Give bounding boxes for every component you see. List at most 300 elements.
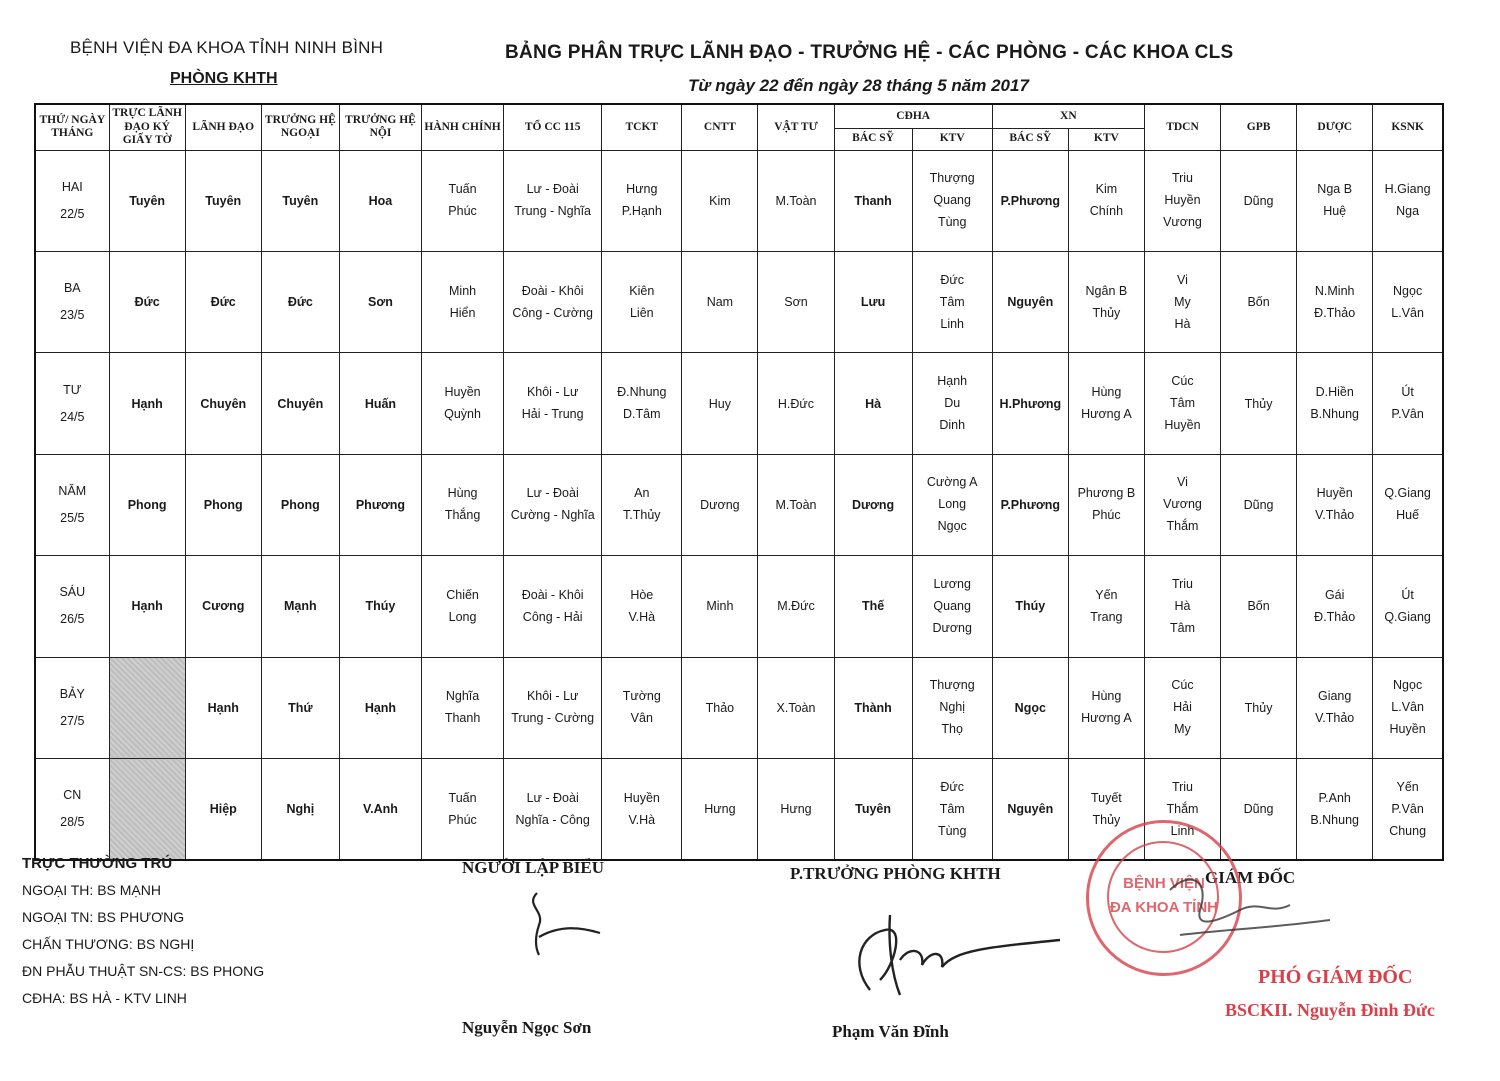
resident-line: ĐN PHẪU THUẬT SN-CS: BS PHONG <box>22 963 265 979</box>
weekday: BẢY <box>59 686 85 701</box>
name-entry: Vi <box>1177 272 1188 287</box>
cell-sign: Hạnh <box>109 353 185 454</box>
name-entry: Hùng <box>447 486 478 501</box>
cell-gpb: Thủy <box>1221 353 1297 454</box>
name-entry: Đoài - Khôi <box>521 283 584 298</box>
cell-duoc <box>1297 353 1373 454</box>
cell-cdha-ktv <box>912 353 992 454</box>
preparer-name: Nguyễn Ngọc Sơn <box>462 1018 592 1037</box>
name-entry: Quang <box>933 598 971 613</box>
name-entry: Huyền <box>623 790 660 805</box>
col-leader: LÃNH ĐẠO <box>185 104 261 150</box>
cell-tdcn <box>1144 251 1220 352</box>
cell-duoc <box>1297 759 1373 860</box>
col-cdha: CĐHA <box>834 104 992 128</box>
name-entry: Thủy <box>1092 812 1121 827</box>
preparer-label: NGƯỜI LẬP BIỂU <box>462 858 605 877</box>
cell-duoc <box>1297 150 1373 251</box>
name-entry: Vân <box>630 711 653 726</box>
name-entry: V.Hà <box>628 812 656 827</box>
col-ksnk: KSNK <box>1373 104 1443 150</box>
cell-xn-bs: Nguyên <box>992 759 1068 860</box>
name-entry: Phúc <box>448 812 477 827</box>
cell-med: Thúy <box>339 556 421 657</box>
name-entry: Long <box>448 609 477 624</box>
col-surgery-head: TRƯỞNG HỆ NGOẠI <box>261 104 339 150</box>
name-entry: Thắm <box>1166 519 1199 534</box>
name-entry: Dinh <box>939 418 966 433</box>
name-entry: Tâm <box>939 801 965 816</box>
weekday: CN <box>63 788 82 803</box>
name-entry: Chiến <box>446 587 479 602</box>
date: 25/5 <box>60 510 85 525</box>
name-entry: L.Vân <box>1391 305 1424 320</box>
name-entry: Thủy <box>1092 305 1121 320</box>
cell-supply: M.Toàn <box>758 150 834 251</box>
name-entry: N.Minh <box>1314 283 1355 298</box>
cell-surg: Tuyên <box>261 150 339 251</box>
cell-supply: M.Đức <box>758 556 834 657</box>
name-entry: My <box>1174 722 1191 737</box>
name-entry: Đoài - Khôi <box>521 587 584 602</box>
cell-cc115 <box>504 150 602 251</box>
name-entry: Hải - Trung <box>521 407 584 422</box>
name-entry: Hùng <box>1091 689 1122 704</box>
resident-duty-title: TRỰC THƯỜNG TRÚ <box>22 855 173 872</box>
cell-cdha-bs: Thành <box>834 657 912 758</box>
cell-supply: X.Toàn <box>758 657 834 758</box>
preparer-signature <box>515 885 605 965</box>
cell-med: Phương <box>339 454 421 555</box>
name-entry: P.Anh <box>1318 790 1351 805</box>
name-entry: Ngọc <box>1393 283 1423 298</box>
name-entry: Trung - Nghĩa <box>514 204 591 219</box>
cell-cntt: Huy <box>682 353 758 454</box>
cell-gpb: Dũng <box>1221 454 1297 555</box>
cell-ksnk <box>1373 657 1443 758</box>
name-entry: Q.Giang <box>1384 609 1431 624</box>
name-entry: Dương <box>932 620 972 635</box>
weekday: SÁU <box>59 585 86 600</box>
name-entry: Chung <box>1389 823 1427 838</box>
cell-gpb: Bốn <box>1221 251 1297 352</box>
cell-cdha-bs: Dương <box>834 454 912 555</box>
name-entry: Phúc <box>448 204 477 219</box>
name-entry: Tâm <box>1169 396 1195 411</box>
name-entry: Lư - Đoài <box>526 182 579 197</box>
document-subtitle: Từ ngày 22 đến ngày 28 tháng 5 năm 2017 <box>688 76 1029 95</box>
cell-ksnk <box>1373 353 1443 454</box>
cell-tdcn <box>1144 556 1220 657</box>
cell-xn-ktv <box>1068 454 1144 555</box>
cell-surg: Đức <box>261 251 339 352</box>
name-entry: Công - Hải <box>522 609 583 624</box>
name-entry: B.Nhung <box>1310 812 1359 827</box>
table-row <box>35 353 1443 454</box>
cell-tckt <box>602 556 682 657</box>
name-entry: Cường - Nghĩa <box>510 508 595 523</box>
table-row <box>35 759 1443 860</box>
name-entry: Hà <box>1174 598 1191 613</box>
cell-cdha-ktv <box>912 657 992 758</box>
name-entry: Huệ <box>1323 204 1347 219</box>
cell-xn-bs: Thúy <box>992 556 1068 657</box>
name-entry: Gái <box>1324 587 1345 602</box>
name-entry: Tâm <box>1169 620 1195 635</box>
duty-roster-table <box>34 103 1444 861</box>
name-entry: Thanh <box>444 711 481 726</box>
cell-supply: Sơn <box>758 251 834 352</box>
name-entry: D.Hiền <box>1315 385 1354 400</box>
name-entry: Huyền <box>1316 486 1353 501</box>
cell-cdha-bs: Thế <box>834 556 912 657</box>
vice-director-label: PHÓ GIÁM ĐỐC <box>1258 966 1413 988</box>
cell-gpb: Bốn <box>1221 556 1297 657</box>
department-name: PHÒNG KHTH <box>170 70 278 87</box>
name-entry: Quang <box>933 193 971 208</box>
cell-cdha-bs: Hà <box>834 353 912 454</box>
name-entry: Kiên <box>629 283 655 298</box>
cell-leader: Tuyên <box>185 150 261 251</box>
col-medicine-head: TRƯỞNG HỆ NỘI <box>339 104 421 150</box>
col-supply: VẬT TƯ <box>758 104 834 150</box>
cell-cdha-bs: Thanh <box>834 150 912 251</box>
name-entry: Hà <box>1174 316 1191 331</box>
cell-sign <box>109 657 185 758</box>
cell-gpb: Dũng <box>1221 759 1297 860</box>
cell-leader: Cương <box>185 556 261 657</box>
name-entry: Hương A <box>1081 711 1132 726</box>
date: 24/5 <box>60 409 85 424</box>
cell-tckt <box>602 454 682 555</box>
cell-cntt: Thảo <box>682 657 758 758</box>
cell-sign: Tuyên <box>109 150 185 251</box>
resident-line: CĐHA: BS HÀ - KTV LINH <box>22 990 187 1006</box>
cell-surg: Phong <box>261 454 339 555</box>
weekday: BA <box>63 281 81 296</box>
cell-day <box>35 556 109 657</box>
name-entry: Huyền <box>444 385 481 400</box>
cell-ksnk <box>1373 556 1443 657</box>
cell-leader: Phong <box>185 454 261 555</box>
col-cntt: CNTT <box>682 104 758 150</box>
cell-xn-bs: P.Phương <box>992 454 1068 555</box>
col-xn-ktv: KTV <box>1068 128 1144 150</box>
name-entry: P.Hạnh <box>621 204 662 219</box>
name-entry: Yến <box>1095 587 1118 602</box>
cell-admin <box>422 353 504 454</box>
cell-cdha-ktv <box>912 251 992 352</box>
name-entry: Út <box>1401 587 1414 602</box>
cell-cdha-ktv <box>912 556 992 657</box>
cell-xn-bs: Ngọc <box>992 657 1068 758</box>
name-entry: Hạnh <box>937 374 968 389</box>
resident-line: CHẤN THƯƠNG: BS NGHỊ <box>22 936 195 952</box>
cell-med: Huấn <box>339 353 421 454</box>
cell-gpb: Thủy <box>1221 657 1297 758</box>
cell-xn-bs: P.Phương <box>992 150 1068 251</box>
name-entry: Tuấn <box>448 790 477 805</box>
cell-surg: Nghị <box>261 759 339 860</box>
table-row <box>35 556 1443 657</box>
name-entry: Nghĩa - Công <box>515 812 590 827</box>
cell-day <box>35 657 109 758</box>
name-entry: An <box>634 486 650 501</box>
name-entry: Đ.Thảo <box>1314 609 1356 624</box>
name-entry: Liên <box>629 305 654 320</box>
name-entry: Chính <box>1089 204 1124 219</box>
name-entry: Vương <box>1163 497 1202 512</box>
name-entry: Hùng <box>1091 385 1122 400</box>
name-entry: Hương A <box>1081 407 1132 422</box>
cell-ksnk <box>1373 759 1443 860</box>
name-entry: Đức <box>940 272 965 287</box>
cell-cc115 <box>504 657 602 758</box>
col-tckt: TCKT <box>602 104 682 150</box>
cell-leader: Hạnh <box>185 657 261 758</box>
cell-supply: Hưng <box>758 759 834 860</box>
name-entry: Nghị <box>939 700 966 715</box>
name-entry: L.Vân <box>1391 700 1424 715</box>
cell-admin <box>422 150 504 251</box>
weekday: TƯ <box>63 382 82 397</box>
col-sign: TRỰC LÃNH ĐẠO KÝ GIẤY TỜ <box>109 104 185 150</box>
name-entry: H.Giang <box>1384 182 1431 197</box>
col-admin: HÀNH CHÍNH <box>422 104 504 150</box>
cell-day <box>35 759 109 860</box>
cell-supply: H.Đức <box>758 353 834 454</box>
name-entry: Tường <box>622 689 661 704</box>
name-entry: Út <box>1401 385 1414 400</box>
name-entry: Lư - Đoài <box>526 790 579 805</box>
cell-xn-bs: H.Phương <box>992 353 1068 454</box>
name-entry: Huyền <box>1389 722 1426 737</box>
deputy-head-signature <box>830 895 1070 1005</box>
name-entry: Huyền <box>1164 418 1201 433</box>
hospital-name: BỆNH VIỆN ĐA KHOA TỈNH NINH BÌNH <box>70 38 384 57</box>
cell-cc115 <box>504 251 602 352</box>
col-xn: XN <box>992 104 1144 128</box>
cell-xn-ktv <box>1068 251 1144 352</box>
cell-ksnk <box>1373 454 1443 555</box>
name-entry: Huế <box>1396 508 1420 523</box>
cell-day <box>35 251 109 352</box>
name-entry: Tuyết <box>1090 790 1122 805</box>
name-entry: Trung - Cường <box>511 711 595 726</box>
cell-leader: Hiệp <box>185 759 261 860</box>
name-entry: Vương <box>1163 215 1202 230</box>
col-duoc: DƯỢC <box>1297 104 1373 150</box>
name-entry: Cúc <box>1171 678 1194 693</box>
cell-xn-bs: Nguyên <box>992 251 1068 352</box>
director-label: GIÁM ĐỐC <box>1205 868 1296 887</box>
name-entry: Vi <box>1177 475 1188 490</box>
table-row <box>35 454 1443 555</box>
name-entry: Triu <box>1171 779 1194 794</box>
name-entry: Cúc <box>1171 374 1194 389</box>
date: 22/5 <box>60 206 85 221</box>
cell-xn-ktv <box>1068 556 1144 657</box>
cell-tckt <box>602 657 682 758</box>
date: 28/5 <box>60 815 85 830</box>
director-signature <box>1150 850 1350 970</box>
name-entry: Lư - Đoài <box>526 486 579 501</box>
name-entry: Minh <box>449 283 477 298</box>
table-row <box>35 657 1443 758</box>
name-entry: Nga B <box>1317 182 1353 197</box>
cell-gpb: Dũng <box>1221 150 1297 251</box>
name-entry: T.Thủy <box>623 508 661 523</box>
stamp-text-line2: ĐA KHOA TỈNH <box>1109 899 1219 916</box>
cell-xn-ktv <box>1068 150 1144 251</box>
cell-tckt <box>602 353 682 454</box>
cell-xn-ktv <box>1068 353 1144 454</box>
cell-med: V.Anh <box>339 759 421 860</box>
cell-sign: Đức <box>109 251 185 352</box>
name-entry: Trang <box>1090 609 1123 624</box>
name-entry: Thượng <box>929 678 975 693</box>
name-entry: Ngọc <box>937 519 967 534</box>
name-entry: Quỳnh <box>444 407 481 422</box>
cell-cdha-bs: Tuyên <box>834 759 912 860</box>
name-entry: Hiển <box>449 305 476 320</box>
date: 27/5 <box>60 713 85 728</box>
cell-admin <box>422 251 504 352</box>
col-cc115: TỔ CC 115 <box>504 104 602 150</box>
cell-med: Hoa <box>339 150 421 251</box>
col-xn-doctor: BÁC SỸ <box>992 128 1068 150</box>
name-entry: Hưng <box>626 182 658 197</box>
deputy-head-name: Phạm Văn Đĩnh <box>832 1022 949 1041</box>
name-entry: B.Nhung <box>1310 407 1359 422</box>
name-entry: Q.Giang <box>1384 486 1431 501</box>
cell-admin <box>422 556 504 657</box>
cell-med: Hạnh <box>339 657 421 758</box>
cell-surg: Thứ <box>261 657 339 758</box>
stamp-text-line1: BỆNH VIỆN <box>1123 875 1205 892</box>
deputy-head-label: P.TRƯỞNG PHÒNG KHTH <box>790 864 1001 883</box>
cell-surg: Mạnh <box>261 556 339 657</box>
cell-tdcn <box>1144 353 1220 454</box>
name-entry: Long <box>938 497 967 512</box>
name-entry: P.Vân <box>1391 801 1424 816</box>
cell-leader: Đức <box>185 251 261 352</box>
cell-tckt <box>602 251 682 352</box>
cell-duoc <box>1297 454 1373 555</box>
name-entry: Triu <box>1171 576 1194 591</box>
name-entry: Nghĩa <box>445 689 480 704</box>
name-entry: Thắm <box>1166 801 1199 816</box>
name-entry: Linh <box>1170 823 1195 838</box>
cell-tdcn <box>1144 657 1220 758</box>
cell-admin <box>422 657 504 758</box>
cell-tckt <box>602 759 682 860</box>
cell-tdcn <box>1144 150 1220 251</box>
cell-sign: Hạnh <box>109 556 185 657</box>
name-entry: Khôi - Lư <box>526 689 579 704</box>
table-row <box>35 251 1443 352</box>
name-entry: Đ.Nhung <box>617 385 667 400</box>
name-entry: D.Tâm <box>623 407 661 422</box>
name-entry: Đức <box>940 779 965 794</box>
cell-ksnk <box>1373 251 1443 352</box>
name-entry: V.Hà <box>628 609 656 624</box>
col-day: THỨ/ NGÀY THÁNG <box>35 104 109 150</box>
cell-duoc <box>1297 556 1373 657</box>
name-entry: Huyền <box>1164 193 1201 208</box>
col-cdha-ktv: KTV <box>912 128 992 150</box>
cell-cntt: Nam <box>682 251 758 352</box>
cell-cdha-ktv <box>912 759 992 860</box>
name-entry: Nga <box>1396 204 1420 219</box>
cell-cntt: Dương <box>682 454 758 555</box>
name-entry: My <box>1174 294 1191 309</box>
cell-cntt: Minh <box>682 556 758 657</box>
name-entry: Yến <box>1396 779 1419 794</box>
weekday: NĂM <box>58 483 87 498</box>
cell-cc115 <box>504 353 602 454</box>
cell-cntt: Kim <box>682 150 758 251</box>
name-entry: Thọ <box>941 722 963 737</box>
cell-day <box>35 353 109 454</box>
cell-med: Sơn <box>339 251 421 352</box>
name-entry: Tùng <box>937 215 967 230</box>
cell-admin <box>422 454 504 555</box>
name-entry: Du <box>944 396 961 411</box>
name-entry: Linh <box>940 316 965 331</box>
name-entry: Phúc <box>1092 508 1121 523</box>
cell-admin <box>422 759 504 860</box>
document-title: BẢNG PHÂN TRỰC LÃNH ĐẠO - TRƯỞNG HỆ - CÁC PHÒNG - CÁC KHOA CLS <box>505 42 1234 63</box>
vice-director-name: BSCKII. Nguyễn Đình Đức <box>1225 1000 1435 1020</box>
col-gpb: GPB <box>1221 104 1297 150</box>
name-entry: Giang <box>1317 689 1352 704</box>
name-entry: Công - Cường <box>512 305 593 320</box>
cell-cdha-bs: Lưu <box>834 251 912 352</box>
name-entry: Ngân B <box>1085 283 1128 298</box>
roster-body <box>35 150 1443 860</box>
cell-day <box>35 150 109 251</box>
name-entry: V.Thảo <box>1315 508 1355 523</box>
name-entry: V.Thảo <box>1315 711 1355 726</box>
cell-surg: Chuyên <box>261 353 339 454</box>
name-entry: Cường A <box>926 475 978 490</box>
cell-cdha-ktv <box>912 454 992 555</box>
name-entry: P.Vân <box>1391 407 1424 422</box>
resident-line: NGOẠI TN: BS PHƯƠNG <box>22 909 185 925</box>
resident-line: NGOẠI TH: BS MẠNH <box>22 882 161 898</box>
name-entry: Tùng <box>937 823 967 838</box>
name-entry: Ngọc <box>1393 678 1423 693</box>
cell-cntt: Hưng <box>682 759 758 860</box>
cell-cc115 <box>504 759 602 860</box>
name-entry: Triu <box>1171 171 1194 186</box>
cell-sign: Phong <box>109 454 185 555</box>
name-entry: Thắng <box>444 508 481 523</box>
cell-xn-ktv <box>1068 657 1144 758</box>
cell-ksnk <box>1373 150 1443 251</box>
cell-duoc <box>1297 657 1373 758</box>
date: 23/5 <box>60 308 85 323</box>
name-entry: Thượng <box>929 171 975 186</box>
cell-tdcn <box>1144 454 1220 555</box>
cell-cc115 <box>504 454 602 555</box>
cell-sign <box>109 759 185 860</box>
table-row <box>35 150 1443 251</box>
name-entry: Hải <box>1173 700 1192 715</box>
name-entry: Tâm <box>939 294 965 309</box>
cell-cc115 <box>504 556 602 657</box>
